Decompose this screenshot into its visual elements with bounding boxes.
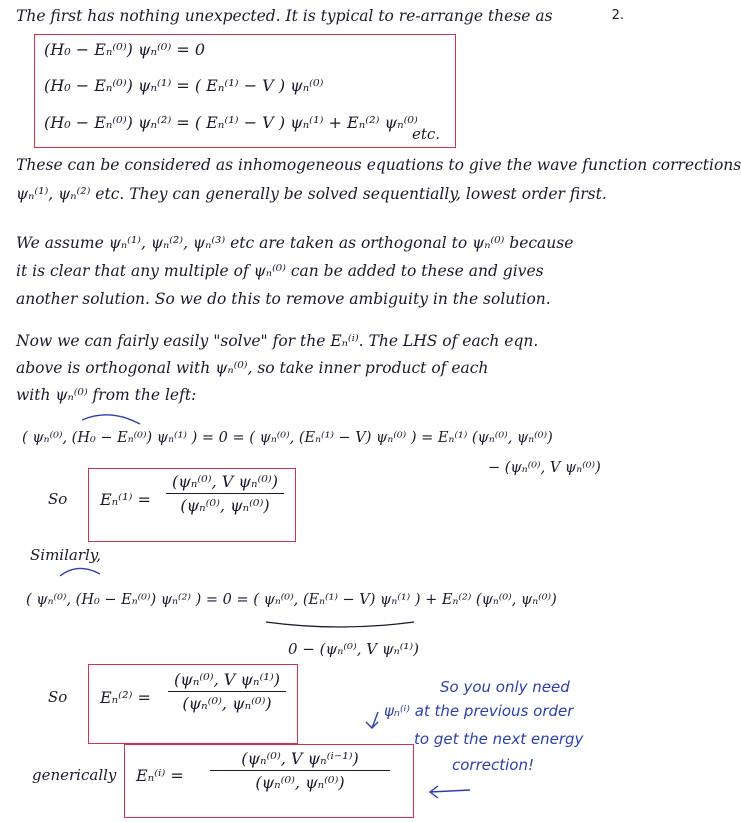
similarly-label: Similarly, bbox=[30, 546, 102, 564]
note-line-3: to get the next energy bbox=[414, 730, 584, 748]
note-line-4: correction! bbox=[452, 756, 534, 774]
fraction-bar bbox=[210, 770, 390, 771]
curved-arrow-1 bbox=[82, 415, 140, 424]
first-order-energy-fraction bbox=[166, 472, 284, 515]
so-label-1: So bbox=[48, 490, 68, 508]
second-order-energy-fraction bbox=[168, 670, 286, 713]
fraction-denominator: (ψₙ⁽⁰⁾, ψₙ⁽⁰⁾) bbox=[180, 496, 270, 515]
page-number: 2. bbox=[611, 8, 624, 23]
paragraph-3-line-1: Now we can fairly easily "solve" for the Eₙ⁽ⁱ⁾. The LHS of each eqn. bbox=[16, 332, 539, 350]
fraction-denominator: (ψₙ⁽⁰⁾, ψₙ⁽⁰⁾) bbox=[182, 694, 272, 713]
paragraph-2-line-2: it is clear that any multiple of ψₙ⁽⁰⁾ can be added to these and gives bbox=[16, 262, 544, 280]
paragraph-1-line-2: ψₙ⁽¹⁾, ψₙ⁽²⁾ etc. They can generally be solved sequentially, lowest order first. bbox=[16, 185, 607, 203]
fraction-numerator: (ψₙ⁽⁰⁾, V ψₙ⁽ⁱ⁻¹⁾) bbox=[241, 749, 359, 768]
general-energy-fraction bbox=[210, 749, 390, 792]
etc-label: etc. bbox=[412, 125, 441, 143]
inner-product-equation-2: ( ψₙ⁽⁰⁾, (H₀ − Eₙ⁽⁰⁾) ψₙ⁽²⁾ ) = 0 = ( ψₙ⁽⁰⁾, (Eₙ⁽¹⁾ − V) ψₙ⁽¹⁾ ) + Eₙ⁽²⁾ (ψₙ⁽⁰⁾, ψₙ⁽⁰⁾) bbox=[26, 592, 557, 608]
fraction-denominator: (ψₙ⁽⁰⁾, ψₙ⁽⁰⁾) bbox=[255, 773, 345, 792]
inner-product-equation-2-underbrace: 0 − (ψₙ⁽⁰⁾, V ψₙ⁽¹⁾) bbox=[288, 640, 419, 658]
fraction-numerator: (ψₙ⁽⁰⁾, V ψₙ⁽⁰⁾) bbox=[172, 472, 278, 491]
note-arrow-left bbox=[430, 786, 470, 798]
so-label-2: So bbox=[48, 688, 68, 706]
paragraph-2-line-3: another solution. So we do this to remove ambiguity in the solution. bbox=[16, 290, 551, 308]
first-order-energy-lhs: Eₙ⁽¹⁾ = bbox=[100, 490, 151, 509]
note-arrow-down bbox=[366, 712, 378, 728]
fraction-bar bbox=[168, 691, 286, 692]
underbrace bbox=[266, 622, 414, 627]
equation-second: (H₀ − Eₙ⁽⁰⁾) ψₙ⁽²⁾ = ( Eₙ⁽¹⁾ − V ) ψₙ⁽¹⁾ + Eₙ⁽²⁾ ψₙ⁽⁰⁾ bbox=[44, 113, 418, 132]
paragraph-2-line-1: We assume ψₙ⁽¹⁾, ψₙ⁽²⁾, ψₙ⁽³⁾ etc are taken as orthogonal to ψₙ⁽⁰⁾ because bbox=[16, 234, 574, 252]
equation-zeroth: (H₀ − Eₙ⁽⁰⁾) ψₙ⁽⁰⁾ = 0 bbox=[44, 40, 206, 59]
second-order-energy-lhs: Eₙ⁽²⁾ = bbox=[100, 688, 151, 707]
intro-text: The first has nothing unexpected. It is typical to re-arrange these as bbox=[16, 7, 553, 25]
fraction-bar bbox=[166, 493, 284, 494]
paragraph-3-line-2: above is orthogonal with ψₙ⁽⁰⁾, so take inner product of each bbox=[16, 359, 489, 377]
inner-product-equation-1: ( ψₙ⁽⁰⁾, (H₀ − Eₙ⁽⁰⁾) ψₙ⁽¹⁾ ) = 0 = ( ψₙ⁽⁰⁾, (Eₙ⁽¹⁾ − V) ψₙ⁽⁰⁾ ) = Eₙ⁽¹⁾ (ψₙ⁽⁰⁾, ψₙ⁽⁰⁾) bbox=[22, 430, 553, 446]
fraction-numerator: (ψₙ⁽⁰⁾, V ψₙ⁽¹⁾) bbox=[174, 670, 280, 689]
note-line-2: ψₙ⁽ⁱ⁾ at the previous order bbox=[384, 702, 574, 720]
note-line-1: So you only need bbox=[440, 678, 570, 696]
paragraph-3-line-3: with ψₙ⁽⁰⁾ from the left: bbox=[16, 386, 197, 404]
general-energy-lhs: Eₙ⁽ⁱ⁾ = bbox=[136, 766, 184, 785]
paragraph-1-line-1: These can be considered as inhomogeneous equations to give the wave function corrections bbox=[16, 156, 741, 174]
curved-arrow-2 bbox=[60, 568, 100, 576]
inner-product-equation-1-term: − (ψₙ⁽⁰⁾, V ψₙ⁽⁰⁾) bbox=[488, 460, 601, 476]
generically-label: generically bbox=[32, 766, 117, 784]
equation-first: (H₀ − Eₙ⁽⁰⁾) ψₙ⁽¹⁾ = ( Eₙ⁽¹⁾ − V ) ψₙ⁽⁰⁾ bbox=[44, 76, 324, 95]
